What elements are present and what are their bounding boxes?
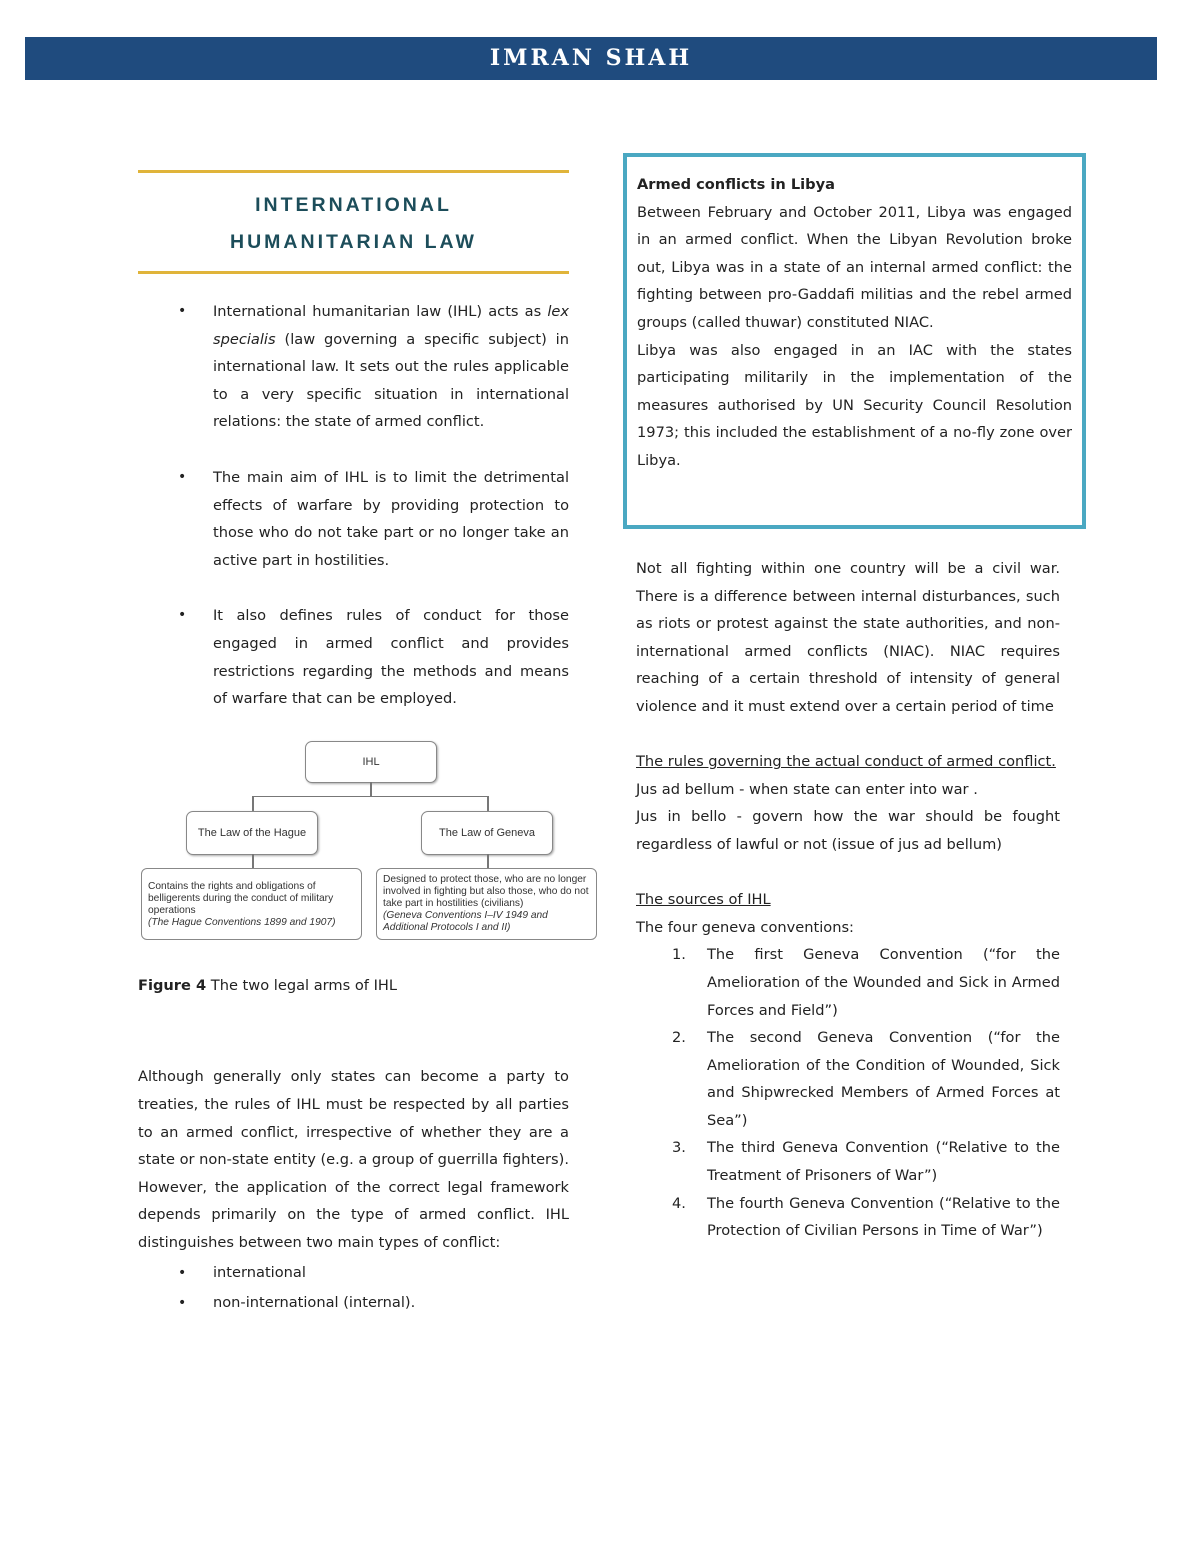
box-paragraph: Between February and October 2011, Libya was engaged in an armed conflict. When the Libyan Revolution broke out, Libya was in a state of an internal armed conflict: the fighting between pro-Gaddafi militias and the rebel armed groups (called thuwar) constituted NIAC. <box>637 203 1072 331</box>
bullet-item: • International humanitarian law (IHL) acts as lex specialis (law governing a specific subject) in international law. It sets out the rules applicable to a very specific situation in international relations: the state of armed conflict. <box>138 298 569 436</box>
geneva-conventions-list <box>636 941 1060 1245</box>
party-paragraph: Although generally only states can become a party to treaties, the rules of IHL must be respected by all parties to an armed conflict, irrespective of whether they are a state or non-state entity (e.g. a group of guerrilla fighters). However, the application of the correct legal framework depends primarily on the type of armed conflict. IHL distinguishes between two main types of conflict: <box>138 1068 569 1251</box>
geneva-description: Designed to protect those, who are no longer involved in fighting but also those, who do not take part in hostilities (civilians) (Geneva Conventions I–IV 1949 and Additional Protocols I and II) <box>376 868 597 940</box>
geneva-node: The Law of Geneva <box>421 811 553 855</box>
jus-in-bello: Jus in bello - govern how the war should be fought regardless of lawful or not (issue of jus ad bellum) <box>636 808 1060 853</box>
section-title <box>138 170 569 274</box>
libya-case-box <box>623 153 1086 529</box>
jus-ad-bellum: Jus ad bellum - when state can enter into war . <box>636 780 978 798</box>
box-heading: Armed conflicts in Libya <box>637 176 835 193</box>
ihl-bullets <box>138 298 569 713</box>
convention-item: 2. The second Geneva Convention (“for the Amelioration of the Condition of Wounded, Sick and Shipwrecked Members of Armed Forces at Sea”) <box>672 1029 1060 1129</box>
author-name: IMRAN SHAH <box>489 45 693 71</box>
bullet-item: • It also defines rules of conduct for those engaged in armed conflict and provides restrictions regarding the methods and means of warfare that can be employed. <box>138 602 569 712</box>
hague-description: Contains the rights and obligations of belligerents during the conduct of military operations (The Hague Conventions 1899 and 1907) <box>141 868 362 940</box>
conflict-types <box>138 1258 569 1318</box>
title-line-2: HUMANITARIAN LAW <box>230 231 477 253</box>
lex-specialis: lex specialis <box>213 303 569 348</box>
conflict-type-item: • international <box>138 1258 569 1288</box>
left-column <box>138 170 589 1318</box>
figure-caption: Figure 4 The two legal arms of IHL <box>138 976 397 994</box>
ihl-diagram <box>141 741 601 946</box>
right-column <box>636 555 1060 1245</box>
hague-node: The Law of the Hague <box>186 811 318 855</box>
sources-intro: The four geneva conventions: <box>636 918 854 936</box>
ihl-root-node: IHL <box>305 741 437 783</box>
convention-item: 4. The fourth Geneva Convention (“Relative to the Protection of Civilian Persons in Time of War”) <box>672 1194 1060 1240</box>
bullet-item: • The main aim of IHL is to limit the detrimental effects of warfare by providing protection to those who do not take part or no longer take an active part in hostilities. <box>138 464 569 574</box>
civil-war-paragraph: Not all fighting within one country will be a civil war. There is a difference between internal disturbances, such as riots or protest against the state authorities, and non-international armed conflicts (NIAC). NIAC requires reaching of a certain threshold of intensity of general violence and it must extend over a certain period of time <box>636 560 1060 715</box>
conflict-type-item: • non-international (internal). <box>138 1288 569 1318</box>
convention-item: 3. The third Geneva Convention (“Relative to the Treatment of Prisoners of War”) <box>672 1139 1060 1185</box>
convention-item: 1. The first Geneva Convention (“for the Amelioration of the Wounded and Sick in Armed Forces and Field”) <box>672 946 1060 1019</box>
header-banner <box>25 37 1157 80</box>
box-paragraph: Libya was also engaged in an IAC with the states participating militarily in the implementation of the measures authorised by UN Security Council Resolution 1973; this included the establishment of a no-fly zone over Libya. <box>637 341 1072 469</box>
sources-heading: The sources of IHL <box>636 891 771 909</box>
title-line-1: INTERNATIONAL <box>255 194 452 216</box>
rules-heading: The rules governing the actual conduct of armed conflict. <box>636 753 1056 771</box>
